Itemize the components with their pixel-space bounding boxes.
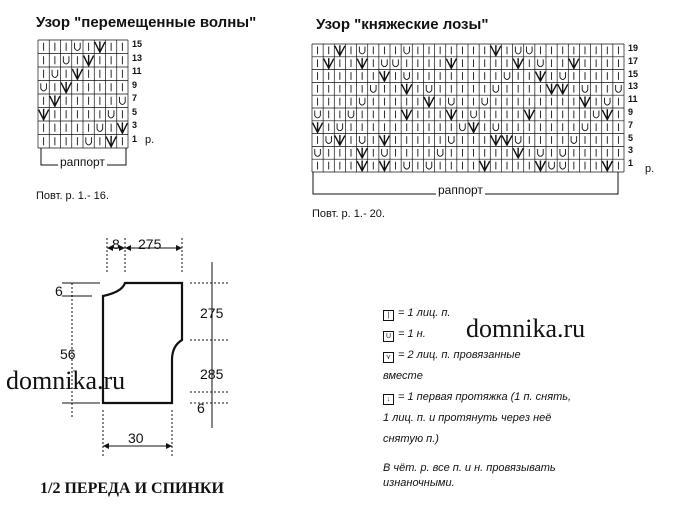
knit-stitch-icon: | <box>383 310 394 321</box>
legend-item: | = 1 лиц. п. <box>383 303 571 324</box>
row-number: 15 <box>132 39 143 49</box>
dim-left-main: 56 <box>60 346 76 362</box>
legend-item: ↓ = 1 первая протяжка (1 п. снять, <box>383 387 571 408</box>
dim-right-lower: 6 <box>197 400 205 416</box>
row-number: 19 <box>628 43 639 53</box>
dim-bottom: 30 <box>128 430 144 446</box>
row-number: 9 <box>628 106 634 117</box>
row-number: 5 <box>132 106 138 117</box>
watermark: domnika.ru <box>6 366 126 395</box>
dim-top-right: 275 <box>138 236 162 252</box>
row-number: 15 <box>628 68 639 79</box>
watermark: domnika.ru <box>466 314 586 343</box>
row-number: 5 <box>628 132 634 143</box>
legend-item: ⋎ = 2 лиц. п. провязанные <box>383 345 571 366</box>
row-number: 1 <box>132 133 138 144</box>
pattern1-row-suffix: р. <box>145 134 155 146</box>
legend <box>383 303 571 494</box>
dim-right-upper: 275 <box>200 305 224 321</box>
yarn-over-icon: U <box>383 331 394 342</box>
schematic-caption: 1/2 ПЕРЕДА И СПИНКИ <box>40 480 224 497</box>
legend-item-continued: снятую п.) <box>383 433 439 445</box>
row-number: 11 <box>132 66 142 76</box>
pattern2-title: Узор "княжеские лозы" <box>316 16 489 33</box>
pattern1-title: Узор "перемещенные волны" <box>36 14 257 31</box>
row-number: 3 <box>132 120 138 130</box>
dim-right-middle: 285 <box>200 366 224 382</box>
legend-note: изнаночными. <box>383 477 455 489</box>
k2tog-icon: ⋎ <box>383 352 394 363</box>
pattern2-repeat: Повт. р. 1.- 20. <box>312 208 385 220</box>
pattern2-rapport-label: раппорт <box>438 183 483 197</box>
row-number: 13 <box>628 81 639 92</box>
pattern2-row-suffix: р. <box>645 163 655 175</box>
pattern1-repeat: Повт. р. 1.- 16. <box>36 190 109 202</box>
legend-item-continued: 1 лиц. п. и протянуть через неё <box>383 412 552 424</box>
pattern1-rapport-label: раппорт <box>60 155 105 169</box>
row-number: 3 <box>628 145 634 156</box>
row-number: 17 <box>628 55 639 66</box>
row-number: 13 <box>132 52 143 63</box>
row-number: 7 <box>132 93 138 103</box>
legend-item: U = 1 н. <box>383 324 571 345</box>
legend-item-continued: вместе <box>383 370 423 382</box>
legend-note: В чёт. р. все п. и н. провязывать <box>383 462 556 474</box>
row-number: 9 <box>132 79 138 90</box>
dim-left-top: 6 <box>55 283 63 299</box>
row-number: 1 <box>628 158 634 169</box>
broach-icon: ↓ <box>383 394 394 405</box>
dim-top-left: 8 <box>112 236 120 252</box>
row-number: 7 <box>628 119 634 130</box>
row-number: 11 <box>628 94 638 105</box>
